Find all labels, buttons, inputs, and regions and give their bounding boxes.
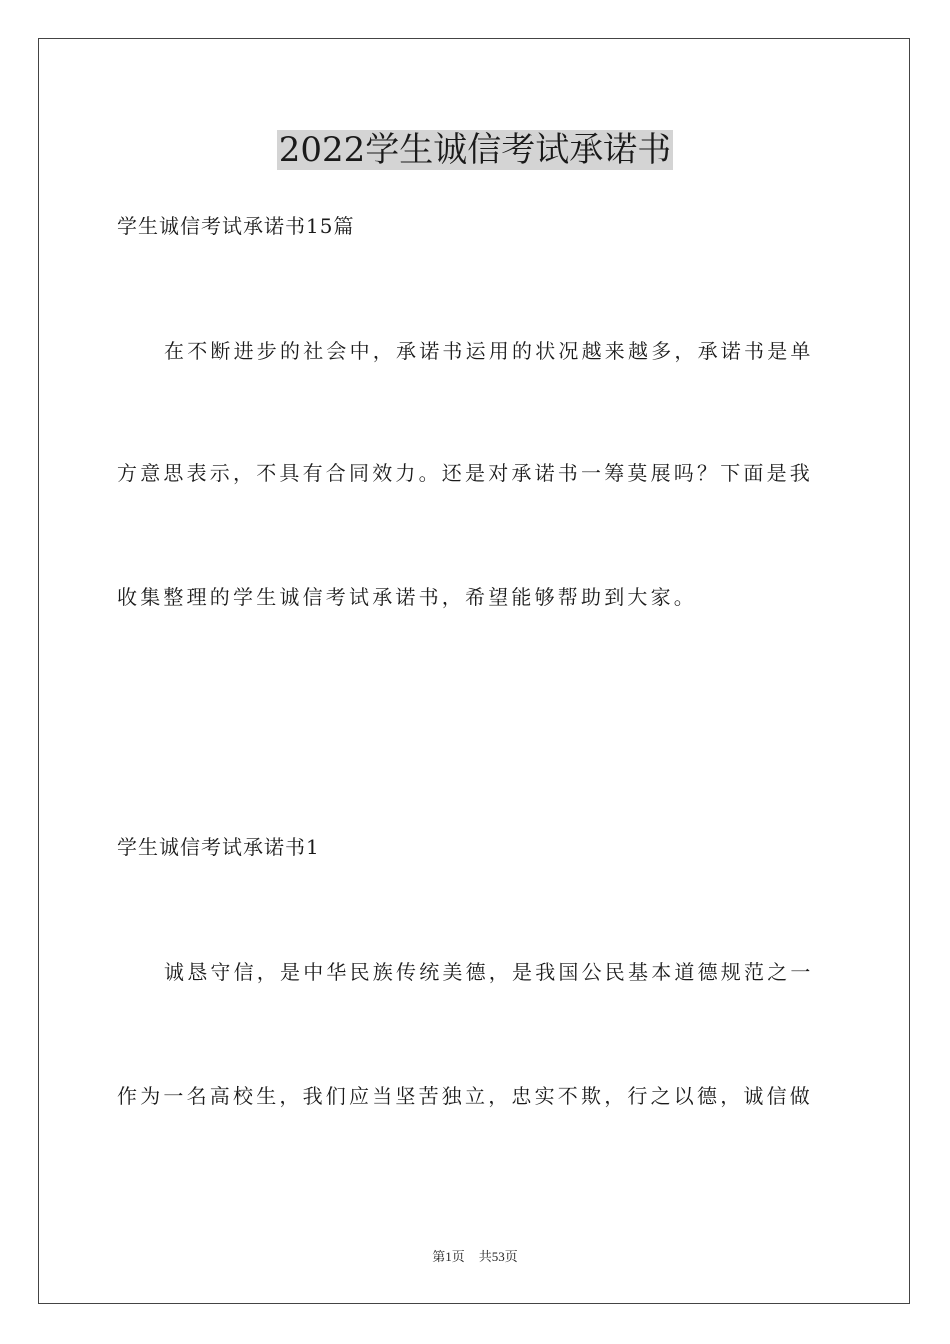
body-line-1: 诚恳守信，是中华民族传统美德，是我国公民基本道德规范之一: [164, 960, 814, 984]
page-footer: [0, 1248, 950, 1266]
intro-line-3: 收集整理的学生诚信考试承诺书，希望能够帮助到大家。: [117, 585, 697, 609]
section-heading: 学生诚信考试承诺书1: [117, 835, 320, 859]
body-line-2: 作为一名高校生，我们应当坚苦独立，忠实不欺，行之以德，诚信做: [117, 1084, 813, 1108]
intro-line-2: 方意思表示，不具有合同效力。还是对承诺书一筹莫展吗？下面是我: [117, 461, 813, 485]
intro-line-1: 在不断进步的社会中，承诺书运用的状况越来越多，承诺书是单: [164, 339, 814, 363]
page-number: 第1页: [432, 1249, 465, 1264]
document-title-text: 2022学生诚信考试承诺书: [278, 130, 672, 170]
document-subtitle: 学生诚信考试承诺书15篇: [117, 214, 355, 238]
document-title: [0, 128, 950, 172]
total-pages: 共53页: [478, 1249, 518, 1264]
